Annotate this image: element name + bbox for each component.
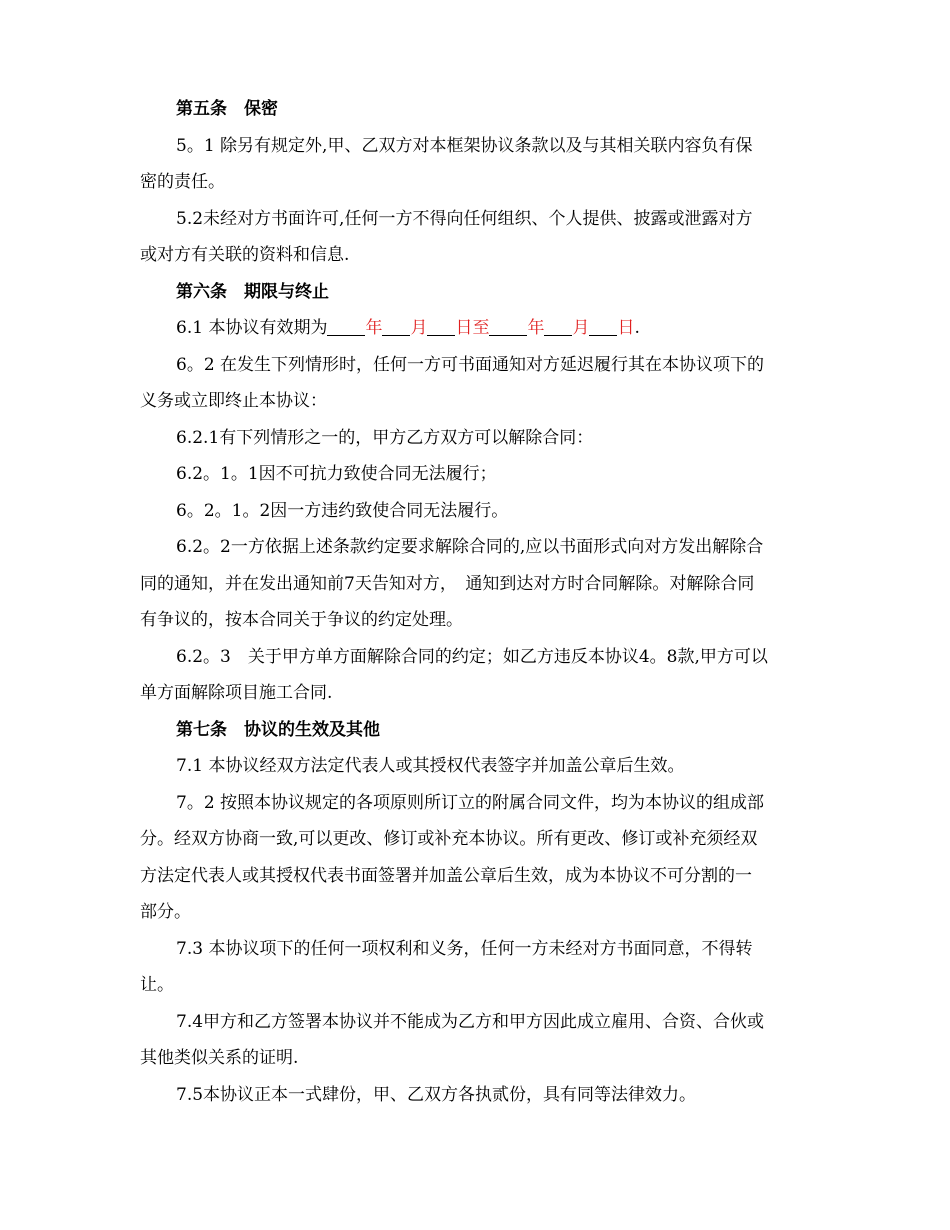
end-month-label: 月 (572, 318, 590, 338)
clause-6-2-line-1: 6。2 在发生下列情形时，任何一方可书面通知对方延迟履行其在本协议项下的 (176, 355, 765, 375)
start-month-label: 月 (410, 318, 428, 338)
clause-5-2-line-1: 5.2未经对方书面许可,任何一方不得向任何组织、个人提供、披露或泄露对方 (176, 209, 753, 229)
clause-6-2-1-1: 6.2。1。1因不可抗力致使合同无法履行； (176, 464, 497, 484)
clause-6-2-1-2: 6。2。1。2因一方违约致使合同无法履行。 (176, 501, 509, 521)
clause-5-2-line-2: 或对方有关联的资料和信息. (140, 245, 350, 265)
clause-7-4-line-2: 其他类似关系的证明. (140, 1048, 299, 1068)
clause-6-2-3-line-1: 6.2。3 关于甲方单方面解除合同的约定；如乙方违反本协议4。8款,甲方可以 (176, 647, 768, 667)
end-month-blank[interactable] (544, 317, 572, 336)
clause-7-2-line-1: 7。2 按照本协议规定的各项原则所订立的附属合同文件，均为本协议的组成部 (176, 793, 765, 813)
clause-5-1-line-2: 密的责任。 (140, 172, 225, 192)
clause-7-1: 7.1 本协议经双方法定代表人或其授权代表签字并加盖公章后生效。 (176, 756, 685, 776)
clause-7-3-line-2: 让。 (140, 975, 174, 995)
clause-7-4-line-1: 7.4甲方和乙方签署本协议并不能成为乙方和甲方因此成立雇用、合资、合伙或 (176, 1012, 765, 1032)
clause-6-2-2-line-2: 同的通知，并在发出通知前7天告知对方， 通知到达对方时合同解除。对解除合同 (140, 574, 755, 594)
clause-6-2-1: 6.2.1有下列情形之一的，甲方乙方双方可以解除合同： (176, 428, 594, 448)
start-day-to-label: 日至 (455, 318, 490, 338)
clause-7-5: 7.5本协议正本一式肆份，甲、乙双方各执贰份，具有同等法律效力。 (176, 1085, 697, 1105)
start-year-label: 年 (365, 318, 383, 338)
clause-6-1-prefix: 6.1 本协议有效期为 (176, 318, 328, 338)
clause-7-3-line-1: 7.3 本协议项下的任何一项权利和义务，任何一方未经对方书面同意，不得转 (176, 939, 753, 959)
clause-6-1 (176, 317, 830, 339)
clause-6-2-3-line-2: 单方面解除项目施工合同. (140, 683, 333, 703)
clause-6-2-2-line-1: 6.2。2一方依据上述条款约定要求解除合同的,应以书面形式向对方发出解除合 (176, 537, 764, 557)
clause-7-2-line-4: 部分。 (140, 902, 191, 922)
clause-7-2-line-2: 分。经双方协商一致,可以更改、修订或补充本协议。所有更改、修订或补充须经双 (140, 829, 758, 849)
clause-7-2-line-3: 方法定代表人或其授权代表书面签署并加盖公章后生效，成为本协议不可分割的一 (140, 866, 752, 886)
section-5-title: 第五条 保密 (176, 99, 278, 119)
section-7-title: 第七条 协议的生效及其他 (176, 720, 380, 740)
section-6-title: 第六条 期限与终止 (176, 282, 329, 302)
start-month-blank[interactable] (382, 317, 410, 336)
end-year-label: 年 (527, 318, 545, 338)
clause-6-1-end: . (634, 318, 640, 338)
start-day-blank[interactable] (427, 317, 455, 336)
end-day-blank[interactable] (589, 317, 617, 336)
clause-6-2-line-2: 义务或立即终止本协议： (140, 391, 327, 411)
start-year-blank[interactable] (327, 317, 365, 336)
end-year-blank[interactable] (489, 317, 527, 336)
end-day-label: 日 (617, 318, 635, 338)
clause-5-1-line-1: 5。1 除另有规定外,甲、乙双方对本框架协议条款以及与其相关联内容负有保 (176, 136, 753, 156)
clause-6-2-2-line-3: 有争议的，按本合同关于争议的约定处理。 (140, 610, 463, 630)
